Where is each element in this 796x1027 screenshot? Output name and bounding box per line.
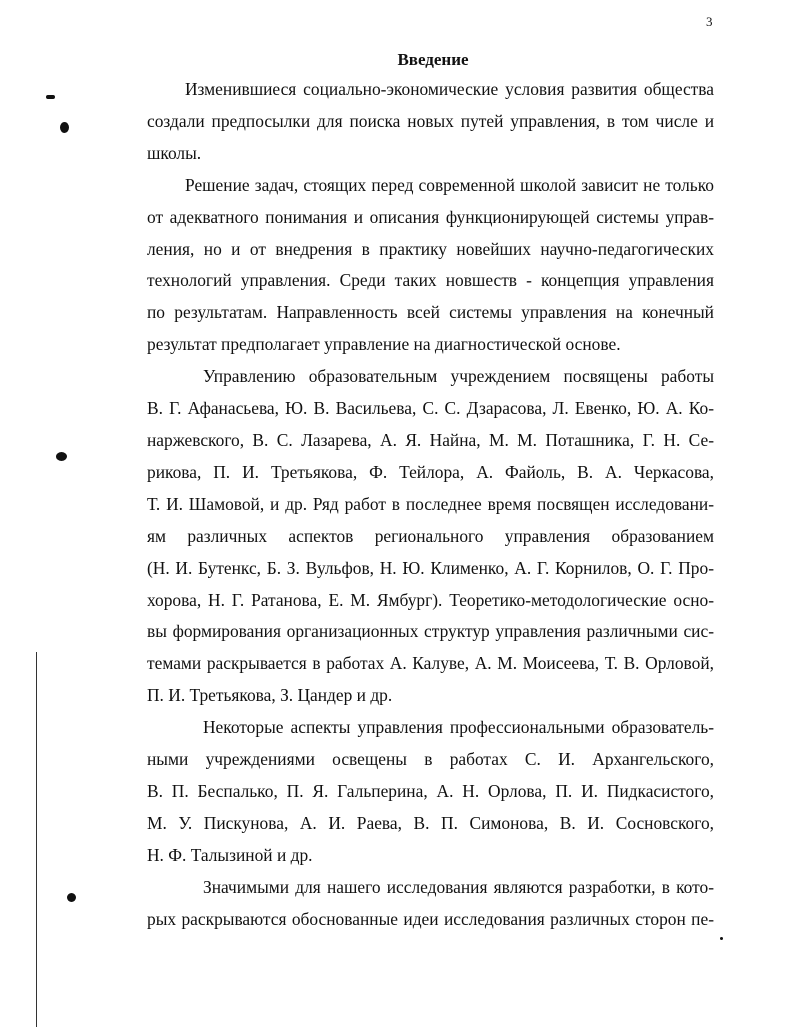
text-line: ления, но и от внедрения в практику новейших научно-педагогических <box>147 238 714 259</box>
scan-mark <box>56 452 67 461</box>
text-line: В. П. Беспалько, П. Я. Гальперина, А. Н. Орлова, П. И. Пидкасистого, <box>147 780 714 801</box>
text-line: школы. <box>147 142 202 163</box>
text-line: технологий управления. Среди таких новшеств - концепция управления <box>147 270 714 291</box>
scan-mark <box>720 937 723 940</box>
text-line: Значимыми для нашего исследования являются разработки, в кото- <box>203 876 714 897</box>
margin-line <box>36 652 37 1027</box>
text-line: темами раскрывается в работах А. Калуве, А. М. Моисеева, Т. В. Орловой, <box>147 653 714 674</box>
text-line: рикова, П. И. Третьякова, Ф. Тейлора, А. Файоль, В. А. Черкасова, <box>147 461 714 482</box>
text-line: ными учреждениями освещены в работах С. И. Архангельского, <box>147 749 714 770</box>
scan-mark <box>67 893 76 902</box>
text-line: Некоторые аспекты управления профессиональными образователь- <box>203 717 714 738</box>
text-line: рых раскрываются обоснованные идеи исследования различных сторон пе- <box>147 908 714 929</box>
text-line: от адекватного понимания и описания функционирующей системы управ- <box>147 206 714 227</box>
paragraph <box>147 872 714 936</box>
text-line: Т. И. Шамовой, и др. Ряд работ в последнее время посвящен исследовани- <box>147 493 714 514</box>
paragraph <box>147 361 714 712</box>
scan-mark <box>60 122 69 133</box>
text-line: по результатам. Направленность всей системы управления на конечный <box>147 302 714 323</box>
text-line: (Н. И. Бутенкс, Б. З. Вульфов, Н. Ю. Клименко, А. Г. Корнилов, О. Г. Про- <box>147 557 714 578</box>
text-line: вы формирования организационных структур управления различными сис- <box>147 621 714 642</box>
text-line: создали предпосылки для поиска новых путей управления, в том числе и <box>147 110 714 131</box>
paragraph <box>147 170 714 361</box>
text-line: ям различных аспектов регионального управления образованием <box>147 525 714 546</box>
text-line: М. У. Пискунова, А. И. Раева, В. П. Симонова, В. И. Сосновского, <box>147 812 714 833</box>
page-title: Введение <box>397 50 469 69</box>
paragraph <box>147 712 714 872</box>
text-line: Изменившиеся социально-экономические условия развития общества <box>185 79 714 99</box>
body-text <box>147 74 714 935</box>
scan-mark <box>46 95 55 99</box>
text-line: результат предполагает управление на диагностической основе. <box>147 334 621 355</box>
text-line: наржевского, В. С. Лазарева, А. Я. Найна, М. М. Поташника, Г. Н. Се- <box>147 429 714 450</box>
text-line: Управлению образовательным учреждением посвящены работы <box>203 366 714 387</box>
text-line: Решение задач, стоящих перед современной школой зависит не только <box>185 174 714 195</box>
text-line: хорова, Н. Г. Ратанова, Е. М. Ямбург). Теоретико-методологические осно- <box>147 589 714 610</box>
text-line: В. Г. Афанасьева, Ю. В. Васильева, С. С. Дзарасова, Л. Евенко, Ю. А. Ко- <box>147 398 714 419</box>
text-line: П. И. Третьякова, З. Цандер и др. <box>147 685 393 706</box>
page-number: 3 <box>706 14 713 29</box>
paragraph <box>147 74 714 170</box>
text-line: Н. Ф. Талызиной и др. <box>147 844 313 865</box>
